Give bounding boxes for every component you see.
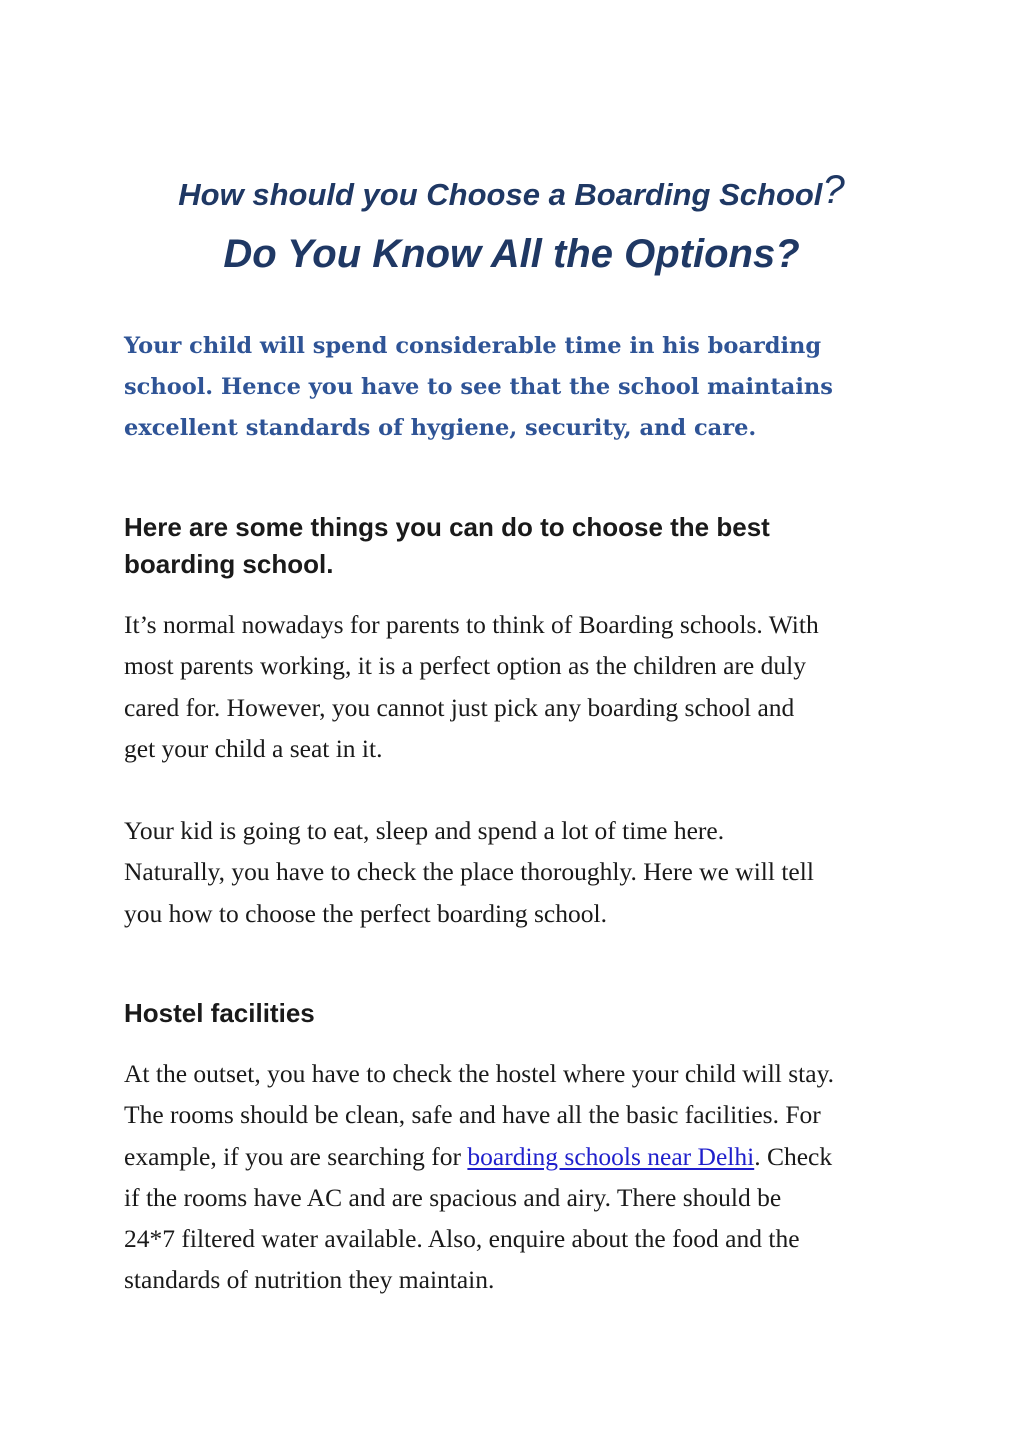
paragraph-line: It’s normal nowadays for parents to think of Boarding schools. With xyxy=(124,610,819,639)
paragraph-2 xyxy=(124,810,924,934)
paragraph-line: Your kid is going to eat, sleep and spend a lot of time here. xyxy=(124,816,725,845)
paragraph-line: get your child a seat in it. xyxy=(124,733,383,763)
title-line-1 xyxy=(0,166,1023,214)
paragraph-line: 24*7 filtered water available. Also, enquire about the food and the xyxy=(124,1224,800,1254)
paragraph-line: Naturally, you have to check the place thoroughly. Here we will tell xyxy=(124,857,814,887)
subheading-line: Here are some things you can do to choose the best xyxy=(124,512,770,542)
boarding-schools-near-delhi-link[interactable]: boarding schools near Delhi xyxy=(467,1141,755,1171)
paragraph-line: cared for. However, you cannot just pick any boarding school and xyxy=(124,692,795,722)
section-subheading xyxy=(124,509,904,583)
paragraph-line: The rooms should be clean, safe and have all the basic facilities. For xyxy=(124,1100,821,1130)
paragraph-line: most parents working, it is a perfect option as the children are duly xyxy=(124,651,806,681)
intro-line: excellent standards of hygiene, security, and care. xyxy=(124,415,757,441)
paragraph-1 xyxy=(124,604,924,769)
line-text-after-link: . Check xyxy=(754,1141,833,1171)
hostel-facilities-heading: Hostel facilities xyxy=(124,998,315,1028)
intro-paragraph xyxy=(124,326,904,449)
paragraph-line: standards of nutrition they maintain. xyxy=(124,1265,495,1295)
paragraph-line: you how to choose the perfect boarding school. xyxy=(124,898,607,928)
subheading-line: boarding school. xyxy=(124,549,334,579)
title-line-2: Do You Know All the Options? xyxy=(223,232,800,276)
title-line-1-text: How should you Choose a Boarding School xyxy=(178,177,823,212)
intro-line: school. Hence you have to see that the school maintains xyxy=(124,374,833,400)
paragraph-line-with-link xyxy=(124,1136,924,1177)
paragraph-line: if the rooms have AC and are spacious and airy. There should be xyxy=(124,1182,782,1212)
line-text-before-link: example, if you are searching for xyxy=(124,1141,468,1171)
intro-line: Your child will spend considerable time in his boarding xyxy=(124,333,822,359)
title-question-mark: ? xyxy=(822,168,845,212)
paragraph-line: At the outset, you have to check the hostel where your child will stay. xyxy=(124,1059,835,1088)
hostel-paragraph xyxy=(124,1053,924,1301)
